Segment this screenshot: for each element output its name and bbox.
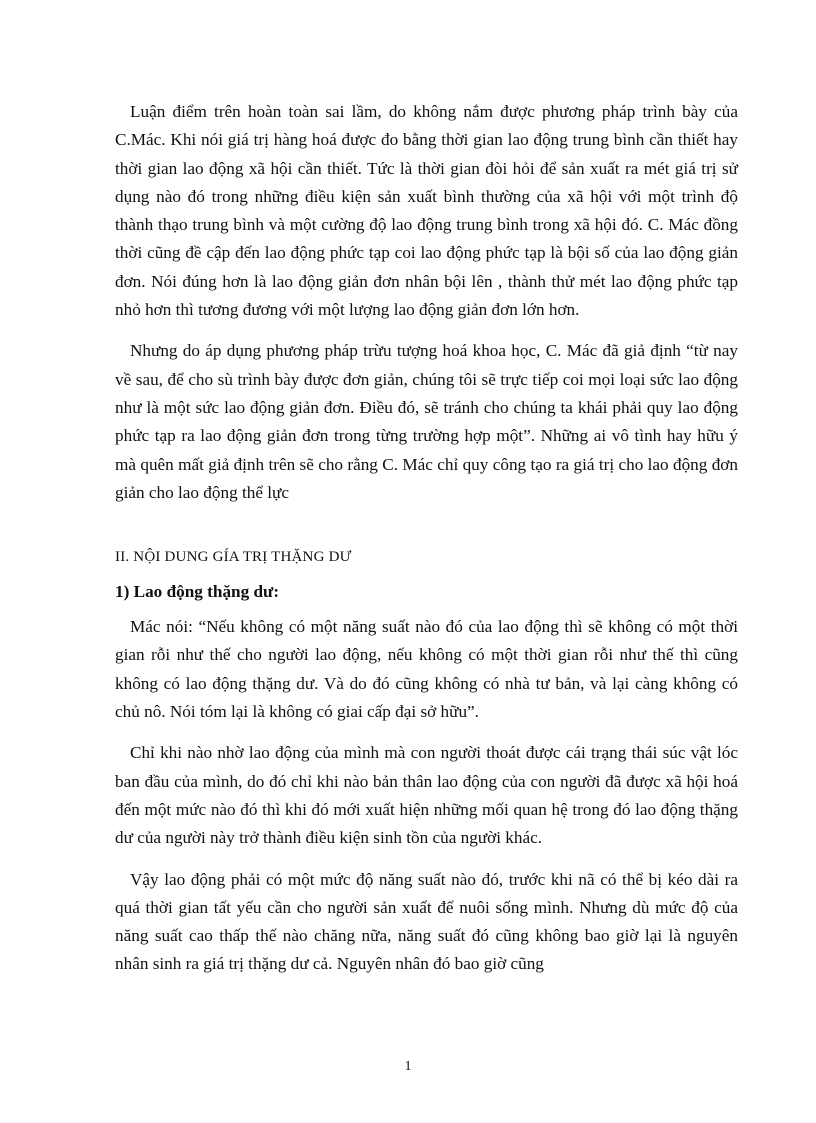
- page-number: 1: [404, 1059, 412, 1074]
- section-heading: II. NỘI DUNG GÍA TRỊ THẶNG DƯ: [115, 549, 352, 566]
- paragraph-truu-tuong-hoa: Nhưng do áp dụng phương pháp trừu tượng hoá khoa học, C. Mác đã giả định “từ nay về sau, để cho sù trình bày được đơn giản, chúng tôi sẽ trực tiếp coi mọi loại sức lao động như là một sức lao động giản đơn. Điều đó, sẽ tránh cho chúng ta khái phải quy lao động phức tạp ra lao động giản đơn trong từng trường hợp một”. Những ai vô tình hay hữu ý mà quên mất giả định trên sẽ cho rằng C. Mác chỉ quy công tạo ra giá trị cho lao động đơn giản cho lao động thể lực: [115, 341, 738, 502]
- document-page: [115, 98, 738, 992]
- sub-heading: 1) Lao động thặng dư:: [115, 582, 280, 602]
- paragraph-chi-khi-nao: Chỉ khi nào nhờ lao động của mình mà con người thoát được cái trạng thái súc vật lóc ban đầu của mình, do đó chỉ khi nào bản thân lao động của con người đã được xã hội hoá đến một mức nào đó thì khi đó mới xuất hiện những mối quan hệ trong đó lao động thặng dư của người này trở thành điều kiện sinh tồn của người khác.: [115, 743, 738, 848]
- paragraph-luan-diem: Luận điểm trên hoàn toàn sai lầm, do không nắm được phương pháp trình bày của C.Mác. Khi nói giá trị hàng hoá được đo bằng thời gian lao động trung bình cần thiết hay thời gian lao động xã hội cần thiết. Tức là thời gian đòi hỏi để sản xuất ra mét giá trị sử dụng nào đó trong những điều kiện sản xuất bình thường của xã hội với một trình độ thành thạo trung bình và một cường độ lao động trung bình trong xã hội đó. C. Mác đồng thời cũng đề cập đến lao động phức tạp coi lao động phức tạp là bội số của lao động giản đơn. Nói đúng hơn là lao động giản đơn nhân bội lên , thành thử mét lao động phức tạp nhỏ hơn thì tương đương với một lượng lao động giản đơn lớn hơn.: [115, 102, 738, 320]
- paragraph-vay-lao-dong: Vậy lao động phải có một mức độ năng suất nào đó, trước khi nã có thể bị kéo dài ra quá thời gian tất yếu cần cho người sản xuất để nuôi sống mình. Nhưng dù mức độ của năng suất cao thấp thế nào chăng nữa, năng suất đó cũng không bao giờ lại là nguyên nhân sinh ra giá trị thặng dư cả. Nguyên nhân đó bao giờ cũng: [115, 869, 738, 974]
- paragraph-mac-noi: Mác nói: “Nếu không có một năng suất nào đó của lao động thì sẽ không có một thời gian rỗi như thế cho người lao động, nếu không có một thời gian rỗi như thế thì cũng không có lao động thặng dư. Và do đó cũng không có nhà tư bản, và lại càng không có chủ nô. Nói tóm lại là không có giai cấp đại sở hữu”.: [115, 617, 738, 722]
